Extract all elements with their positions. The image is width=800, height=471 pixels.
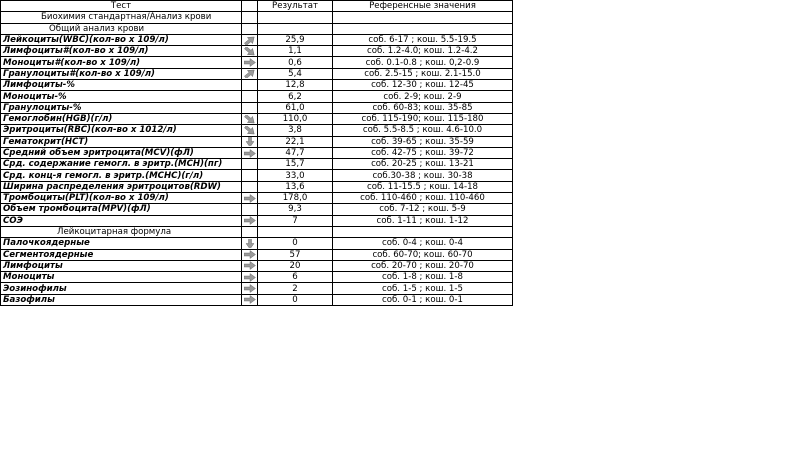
- reference-range: соб. 20-25 ; кош. 13-21: [333, 159, 513, 170]
- test-name: Средний объем эритроцита(MCV)(фЛ): [1, 147, 242, 158]
- arrow-right-icon: [244, 216, 255, 225]
- trend-cell: [242, 80, 258, 91]
- reference-range: соб. 1-11 ; кош. 1-12: [333, 215, 513, 226]
- result-value: 33,0: [258, 170, 333, 181]
- arrow-down-right-icon: [244, 115, 255, 124]
- reference-range: соб. 42-75 ; кош. 39-72: [333, 147, 513, 158]
- table-row: [1, 147, 513, 158]
- trend-cell: [242, 68, 258, 79]
- header-result: Результат: [258, 1, 333, 12]
- result-value: 20: [258, 260, 333, 271]
- arrow-right-icon: [244, 273, 255, 282]
- result-value: 47,7: [258, 147, 333, 158]
- table-row: [1, 170, 513, 181]
- blank-cell: [258, 12, 333, 23]
- reference-range: соб. 1-5 ; кош. 1-5: [333, 283, 513, 294]
- table-row: [1, 113, 513, 124]
- reference-range: соб. 60-83; кош. 35-85: [333, 102, 513, 113]
- reference-range: соб. 1-8 ; кош. 1-8: [333, 272, 513, 283]
- trend-cell: [242, 46, 258, 57]
- table-row: [1, 294, 513, 305]
- reference-range: соб. 0-4 ; кош. 0-4: [333, 238, 513, 249]
- trend-cell: [242, 159, 258, 170]
- table-row: [1, 136, 513, 147]
- arrow-right-icon: [244, 295, 255, 304]
- test-name: Лимфоциты-%: [1, 80, 242, 91]
- reference-range: соб. 2.5-15 ; кош. 2.1-15.0: [333, 68, 513, 79]
- blank-cell: [242, 12, 258, 23]
- result-value: 6: [258, 272, 333, 283]
- result-value: 7: [258, 215, 333, 226]
- table-row: [1, 91, 513, 102]
- reference-range: соб. 60-70; кош. 60-70: [333, 249, 513, 260]
- reference-range: соб. 110-460 ; кош. 110-460: [333, 193, 513, 204]
- header-reference: Референсные значения: [333, 1, 513, 12]
- test-name: Ширина распределения эритроцитов(RDW): [1, 181, 242, 192]
- arrow-right-icon: [244, 284, 255, 293]
- blank-cell: [333, 226, 513, 237]
- reference-range: соб. 1.2-4.0; кош. 1.2-4.2: [333, 46, 513, 57]
- reference-range: соб. 6-17 ; кош. 5.5-19.5: [333, 34, 513, 45]
- trend-cell: [242, 294, 258, 305]
- test-name: Гранулоциты-%: [1, 102, 242, 113]
- table-row: [1, 272, 513, 283]
- trend-cell: [242, 249, 258, 260]
- result-value: 3,8: [258, 125, 333, 136]
- blank-cell: [333, 23, 513, 34]
- result-value: 0: [258, 294, 333, 305]
- result-value: 13,6: [258, 181, 333, 192]
- reference-range: соб. 20-70 ; кош. 20-70: [333, 260, 513, 271]
- trend-cell: [242, 57, 258, 68]
- result-value: 1,1: [258, 46, 333, 57]
- trend-cell: [242, 170, 258, 181]
- trend-cell: [242, 34, 258, 45]
- result-value: 5,4: [258, 68, 333, 79]
- arrow-right-icon: [244, 149, 255, 158]
- trend-cell: [242, 102, 258, 113]
- result-value: 61,0: [258, 102, 333, 113]
- table-row: [1, 283, 513, 294]
- reference-range: соб. 11-15.5 ; кош. 14-18: [333, 181, 513, 192]
- trend-cell: [242, 193, 258, 204]
- result-value: 15,7: [258, 159, 333, 170]
- test-name: Срд. конц-я гемогл. в эритр.(MCHC)(г/л): [1, 170, 242, 181]
- reference-range: соб.30-38 ; кош. 30-38: [333, 170, 513, 181]
- test-name: Гранулоциты#(кол-во х 109/л): [1, 68, 242, 79]
- arrow-right-icon: [244, 250, 255, 259]
- table-row: [1, 238, 513, 249]
- table-row: [1, 125, 513, 136]
- test-name: Объем тромбоцита(MPV)(фЛ): [1, 204, 242, 215]
- table-row: [1, 260, 513, 271]
- table-row: [1, 193, 513, 204]
- trend-cell: [242, 113, 258, 124]
- result-value: 9,3: [258, 204, 333, 215]
- trend-cell: [242, 147, 258, 158]
- test-name: Лимфоциты#(кол-во х 109/л): [1, 46, 242, 57]
- blank-cell: [258, 226, 333, 237]
- result-value: 110,0: [258, 113, 333, 124]
- trend-cell: [242, 136, 258, 147]
- reference-range: соб. 39-65 ; кош. 35-59: [333, 136, 513, 147]
- test-name: Тромбоциты(PLT)(кол-во х 109/л): [1, 193, 242, 204]
- result-value: 178,0: [258, 193, 333, 204]
- test-name: Моноциты-%: [1, 91, 242, 102]
- reference-range: соб. 115-190; кош. 115-180: [333, 113, 513, 124]
- blank-cell: [242, 226, 258, 237]
- trend-cell: [242, 238, 258, 249]
- section-biochem: Биохимия стандартная/Анализ крови: [1, 12, 242, 23]
- header-test: Тест: [1, 1, 242, 12]
- test-name: Палочкоядерные: [1, 238, 242, 249]
- result-value: 0: [258, 238, 333, 249]
- reference-range: соб. 12-30 ; кош. 12-45: [333, 80, 513, 91]
- arrow-up-right-icon: [244, 69, 255, 78]
- arrow-right-icon: [244, 194, 255, 203]
- test-name: Срд. содержание гемогл. в эритр.(MCH)(пг): [1, 159, 242, 170]
- trend-cell: [242, 272, 258, 283]
- result-value: 0,6: [258, 57, 333, 68]
- result-value: 25,9: [258, 34, 333, 45]
- arrow-down-icon: [244, 239, 255, 248]
- test-name: Лимфоциты: [1, 260, 242, 271]
- reference-range: соб. 5.5-8.5 ; кош. 4.6-10.0: [333, 125, 513, 136]
- table-row: [1, 181, 513, 192]
- trend-cell: [242, 260, 258, 271]
- result-value: 22,1: [258, 136, 333, 147]
- test-name: Гемоглобин(HGB)(г/л): [1, 113, 242, 124]
- table-row: [1, 80, 513, 91]
- table-row: [1, 102, 513, 113]
- reference-range: соб. 0.1-0.8 ; кош. 0,2-0.9: [333, 57, 513, 68]
- table-row: [1, 68, 513, 79]
- arrow-up-right-icon: [244, 36, 255, 45]
- trend-cell: [242, 215, 258, 226]
- test-name: Эритроциты(RBC)(кол-во х 1012/л): [1, 125, 242, 136]
- blank-cell: [242, 23, 258, 34]
- table-row: [1, 34, 513, 45]
- result-value: 57: [258, 249, 333, 260]
- test-name: Базофилы: [1, 294, 242, 305]
- section-leuko: Лейкоцитарная формула: [1, 226, 242, 237]
- trend-cell: [242, 91, 258, 102]
- trend-cell: [242, 283, 258, 294]
- result-value: 2: [258, 283, 333, 294]
- header-row: [1, 1, 513, 12]
- test-name: Моноциты: [1, 272, 242, 283]
- lab-results-table: [0, 0, 513, 306]
- test-name: СОЭ: [1, 215, 242, 226]
- reference-range: соб. 7-12 ; кош. 5-9: [333, 204, 513, 215]
- test-name: Моноциты#(кол-во х 109/л): [1, 57, 242, 68]
- table-row: [1, 204, 513, 215]
- arrow-right-icon: [244, 58, 255, 67]
- arrow-right-icon: [244, 261, 255, 270]
- blank-cell: [258, 23, 333, 34]
- test-name: Лейкоциты(WBC)(кол-во х 109/л): [1, 34, 242, 45]
- section-cbc: Общий анализ крови: [1, 23, 242, 34]
- table-row: [1, 57, 513, 68]
- section-row-biochem: [1, 12, 513, 23]
- test-name: Гематокрит(HCT): [1, 136, 242, 147]
- section-row-leuko: [1, 226, 513, 237]
- result-value: 6,2: [258, 91, 333, 102]
- table-row: [1, 215, 513, 226]
- result-value: 12,8: [258, 80, 333, 91]
- table-row: [1, 46, 513, 57]
- table-row: [1, 249, 513, 260]
- table-row: [1, 159, 513, 170]
- section-row-cbc: [1, 23, 513, 34]
- trend-cell: [242, 125, 258, 136]
- reference-range: соб. 2-9; кош. 2-9: [333, 91, 513, 102]
- test-name: Сегментоядерные: [1, 249, 242, 260]
- trend-cell: [242, 204, 258, 215]
- reference-range: соб. 0-1 ; кош. 0-1: [333, 294, 513, 305]
- header-arrow-blank: [242, 1, 258, 12]
- blank-cell: [333, 12, 513, 23]
- test-name: Эозинофилы: [1, 283, 242, 294]
- arrow-down-right-icon: [244, 126, 255, 135]
- arrow-down-right-icon: [244, 47, 255, 56]
- arrow-down-icon: [244, 137, 255, 146]
- trend-cell: [242, 181, 258, 192]
